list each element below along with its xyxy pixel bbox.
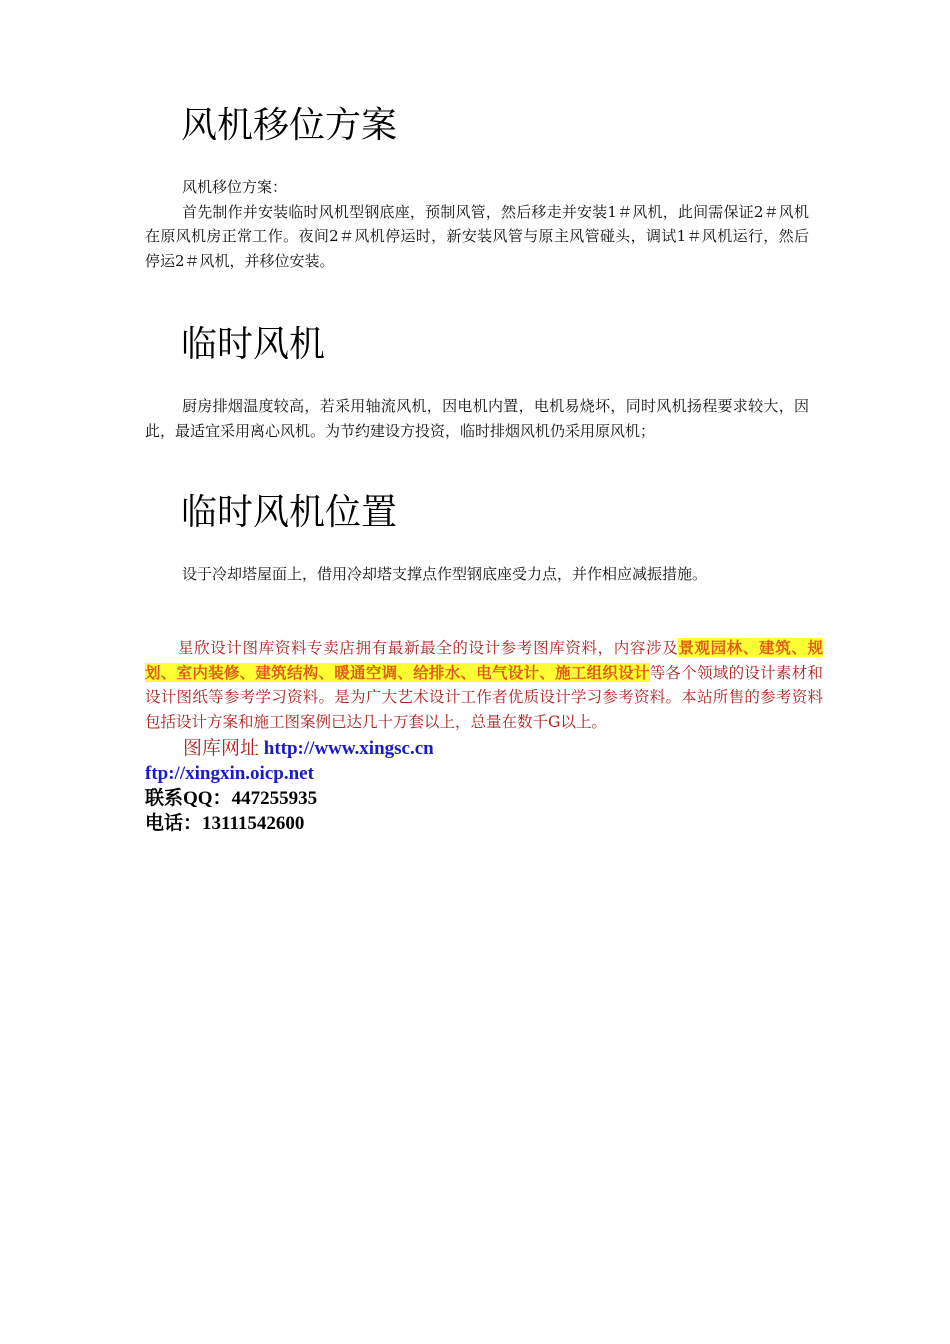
section-title-temporary-fan-location: 临时风机位置 (181, 492, 398, 533)
contact-website (183, 736, 434, 761)
ftp-link[interactable]: ftp://xingxin.oicp.net (145, 763, 314, 784)
phone-label: 电话： (145, 813, 203, 834)
phone-number: 13111542600 (202, 813, 305, 834)
section-title-fan-relocation: 风机移位方案 (181, 105, 398, 146)
ad-outro: 等各个领域的设计素材和设计图纸等参考学习资料。是为广大艺术设计工作者优质设计学习参考资料。本站所售的参考资料包括设计方案和施工图案例已达几十万套以上，总量在数千G以上。 (145, 663, 823, 731)
ad-highlight: 景观园林、建筑、规划、室内装修、建筑结构、暖通空调、给排水、电气设计、施工组织设计 (145, 638, 823, 682)
section-body-fan-relocation (145, 175, 809, 273)
section-text-fan-relocation: 首先制作并安装临时风机型钢底座，预制风管，然后移走并安装1＃风机，此间需保证2＃风机在原风机房正常工作。夜间2＃风机停运时，新安装风管与原主风管碰头，调试1＃风机运行，然后停运2＃风机，并移位安装。 (145, 202, 809, 270)
advertisement-paragraph (145, 636, 823, 734)
ad-intro: 星欣设计图库资料专卖店拥有最新最全的设计参考图库资料，内容涉及 (178, 639, 679, 657)
section-body-temporary-fan: 厨房排烟温度较高，若采用轴流风机，因电机内置，电机易烧坏，同时风机扬程要求较大，因此，最适宜采用离心风机。为节约建设方投资，临时排烟风机仍采用原风机； (145, 397, 809, 440)
website-link[interactable]: http://www.xingsc.cn (263, 738, 434, 759)
qq-label: 联系QQ： (145, 788, 232, 809)
contact-qq (145, 786, 317, 811)
section-body-temporary-fan-location: 设于冷却塔屋面上，借用冷却塔支撑点作型钢底座受力点，并作相应减振措施。 (182, 565, 708, 583)
qq-number: 447255935 (231, 788, 318, 809)
section-label-fan-relocation: 风机移位方案： (182, 178, 288, 196)
contact-phone (145, 811, 304, 836)
section-title-temporary-fan: 临时风机 (181, 324, 326, 365)
website-label: 图库网址 (183, 737, 260, 759)
